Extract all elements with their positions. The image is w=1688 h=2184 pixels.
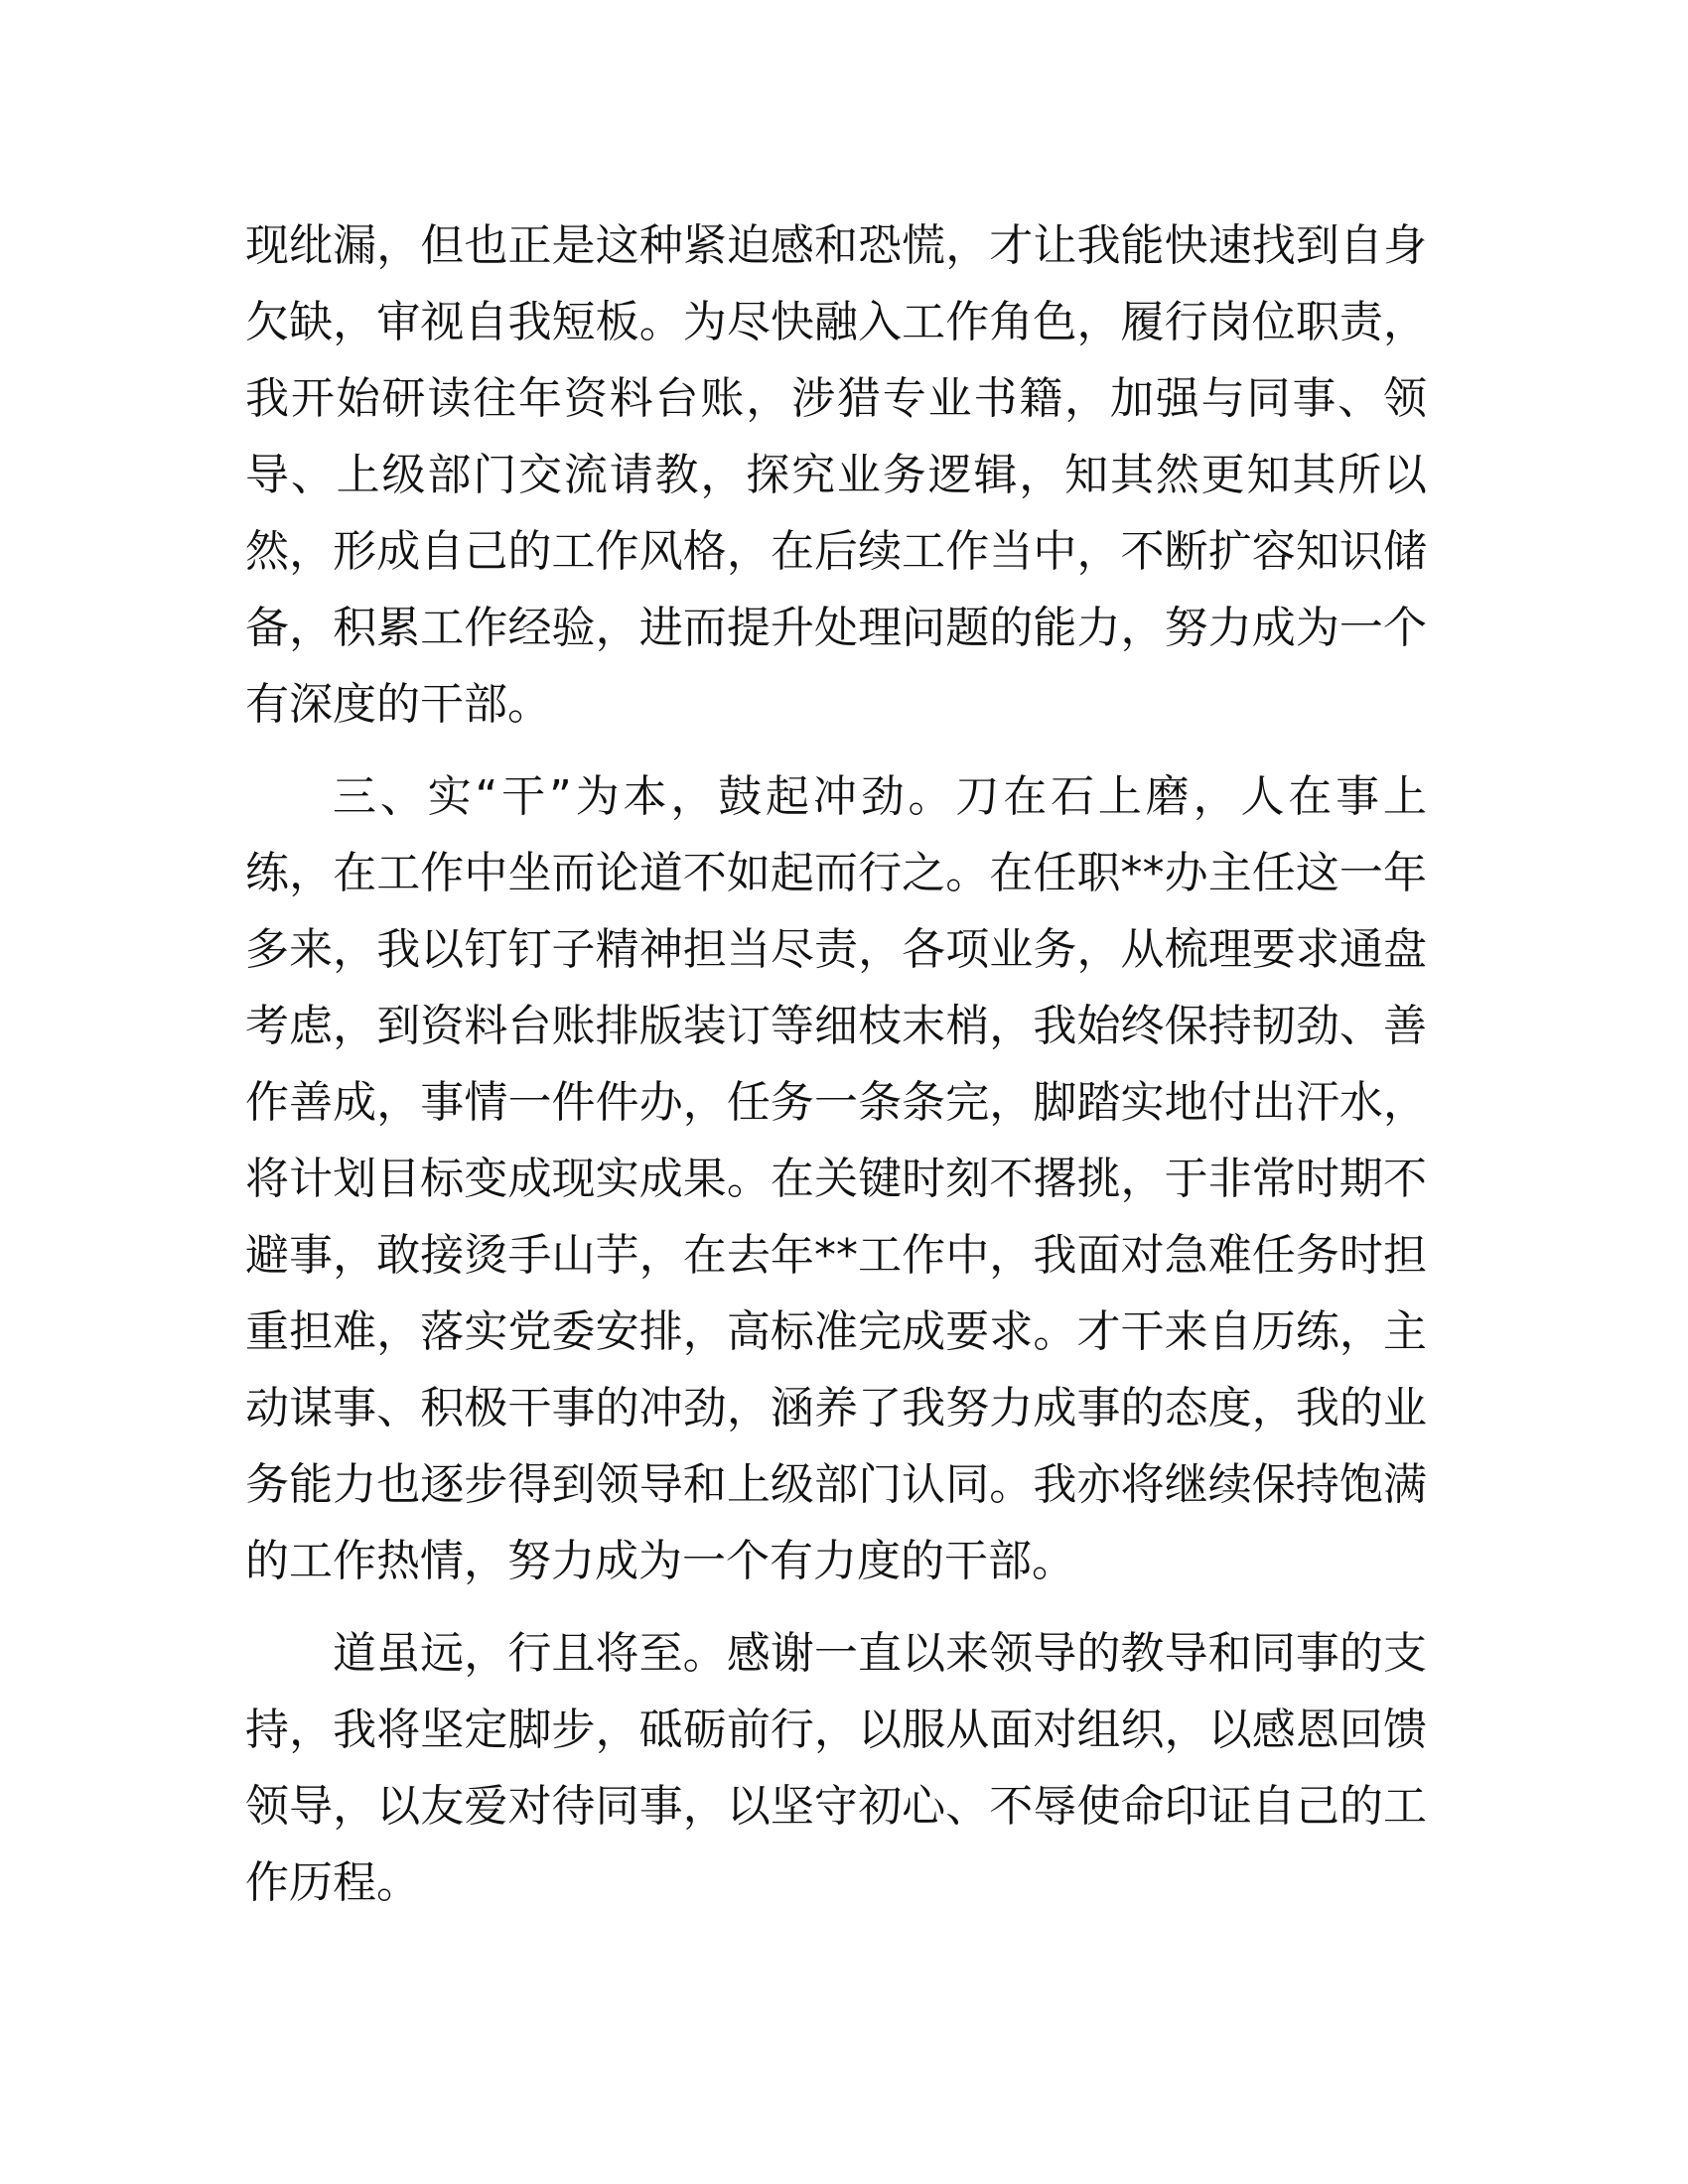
text-line: 重担难，落实党委安排，高标准完成要求。才干来自历练，主 (245, 1306, 1427, 1357)
paragraph-1 (245, 207, 1427, 743)
text-line: 务能力也逐步得到领导和上级部门认同。我亦将继续保持饱满 (245, 1459, 1427, 1510)
text-line: 导、上级部门交流请教，探究业务逻辑，知其然更知其所以 (245, 450, 1427, 500)
text-line: 考虑，到资料台账排版装订等细枝末梢，我始终保持韧劲、善 (245, 1001, 1427, 1051)
document-page (245, 207, 1427, 1937)
text-line: 备，积累工作经验，进而提升处理问题的能力，努力成为一个 (245, 603, 1427, 653)
text-line: 作善成，事情一件件办，任务一条条完，脚踏实地付出汗水， (245, 1077, 1427, 1128)
section-heading-line: 三、实“干”为本，鼓起冲劲。刀在石上磨，人在事上 (333, 771, 1427, 822)
text-line: 领导，以友爱对待同事，以坚守初心、不辱使命印证自己的工 (245, 1781, 1427, 1832)
text-line: 多来，我以钉钉子精神担当尽责，各项业务，从梳理要求通盘 (245, 924, 1427, 975)
text-line: 有深度的干部。 (245, 679, 551, 730)
paragraph-2 (245, 758, 1427, 1599)
text-line: 持，我将坚定脚步，砥砺前行，以服从面对组织，以感恩回馈 (245, 1705, 1427, 1755)
text-line: 道虽远，行且将至。感谢一直以来领导的教导和同事的支 (333, 1628, 1427, 1679)
text-line: 避事，敢接烫手山芋，在去年**工作中，我面对急难任务时担 (245, 1230, 1427, 1281)
text-line: 然，形成自己的工作风格，在后续工作当中，不断扩容知识储 (245, 526, 1427, 577)
text-line: 将计划目标变成现实成果。在关键时刻不撂挑，于非常时期不 (245, 1154, 1427, 1204)
text-line: 我开始研读往年资料台账，涉猎专业书籍，加强与同事、领 (245, 373, 1427, 424)
text-line: 练，在工作中坐而论道不如起而行之。在任职**办主任这一年 (245, 848, 1427, 898)
text-line: 动谋事、积极干事的冲劲，涵养了我努力成事的态度，我的业 (245, 1383, 1427, 1433)
text-line: 现纰漏，但也正是这种紧迫感和恐慌，才让我能快速找到自身 (245, 220, 1427, 271)
paragraph-3 (245, 1615, 1427, 1921)
text-line: 欠缺，审视自我短板。为尽快融入工作角色，履行岗位职责， (245, 297, 1427, 347)
text-line: 的工作热情，努力成为一个有力度的干部。 (245, 1536, 1075, 1586)
text-line: 作历程。 (245, 1857, 420, 1908)
